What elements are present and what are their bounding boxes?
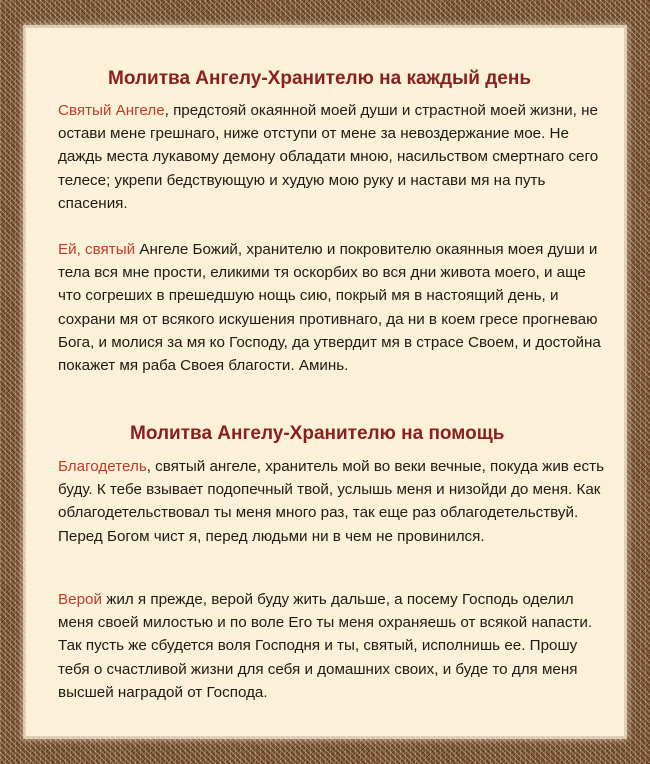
prayer2-paragraph-2 — [58, 588, 606, 704]
prayer2-paragraph-2-lead: Верой — [58, 591, 102, 608]
prayer1-paragraph-2-text: Ангеле Божий, хранителю и покровителю окаянныя моея души и тела вся мне прости, еликими тя оскорбих во вся дни живота моего, и аще что согреших в прешедшую нощь сию, покрый мя в настоящий день, и сохрани мя от всякого искушения противнаго, да ни в коем гресе прогневаю Бога, и молися за мя ко Господу, да утвердит мя в страсе Своем, и достойна покажет мя раба Своея благости. Аминь. — [58, 241, 601, 375]
prayer2-paragraph-1-text: , святый ангеле, хранитель мой во веки вечные, покуда жив есть буду. К тебе взывает подопечный твой, услышь меня и низойди до меня. Как облагодетельствовал ты меня много раз, так еще раз облагодетельствуй. Перед Богом чист я, перед людьми ни в чем не провинился. — [58, 458, 605, 545]
prayer1-paragraph-2-lead: Ей, святый — [58, 241, 136, 258]
prayer1-paragraph-1-text: , предстояй окаянной моей души и страстной моей жизни, не остави мене грешнаго, ниже отступи от мене за невоздержание мое. Не даждь места лукавому демону обладати мною, насильством смертнаго сего телесе; укрепи бедствующую и худую мою руку и настави мя на путь спасения. — [58, 102, 599, 212]
prayer2-paragraph-2-text: жил я прежде, верой буду жить дальше, а посему Господь оделил меня своей милостью и по воле Его ты меня охраняешь от всякой напасти. Так пусть же сбудется воля Господня и ты, святый, исполнишь ее. Прошу тебя о счастливой жизни для себя и домашних своих, и буде то для меня высшей наградой от Господа. — [58, 591, 593, 701]
prayer1-title: Молитва Ангелу-Хранителю на каждый день — [108, 68, 532, 89]
prayer1-paragraph-1 — [58, 99, 606, 215]
prayer1-paragraph-1-lead: Святый Ангеле — [58, 102, 165, 119]
prayer2-title: Молитва Ангелу-Хранителю на помощь — [130, 423, 505, 444]
prayer1-paragraph-2 — [58, 238, 606, 377]
prayer2-paragraph-1-lead: Благодетель — [58, 458, 147, 475]
prayer2-paragraph-1 — [58, 455, 606, 548]
